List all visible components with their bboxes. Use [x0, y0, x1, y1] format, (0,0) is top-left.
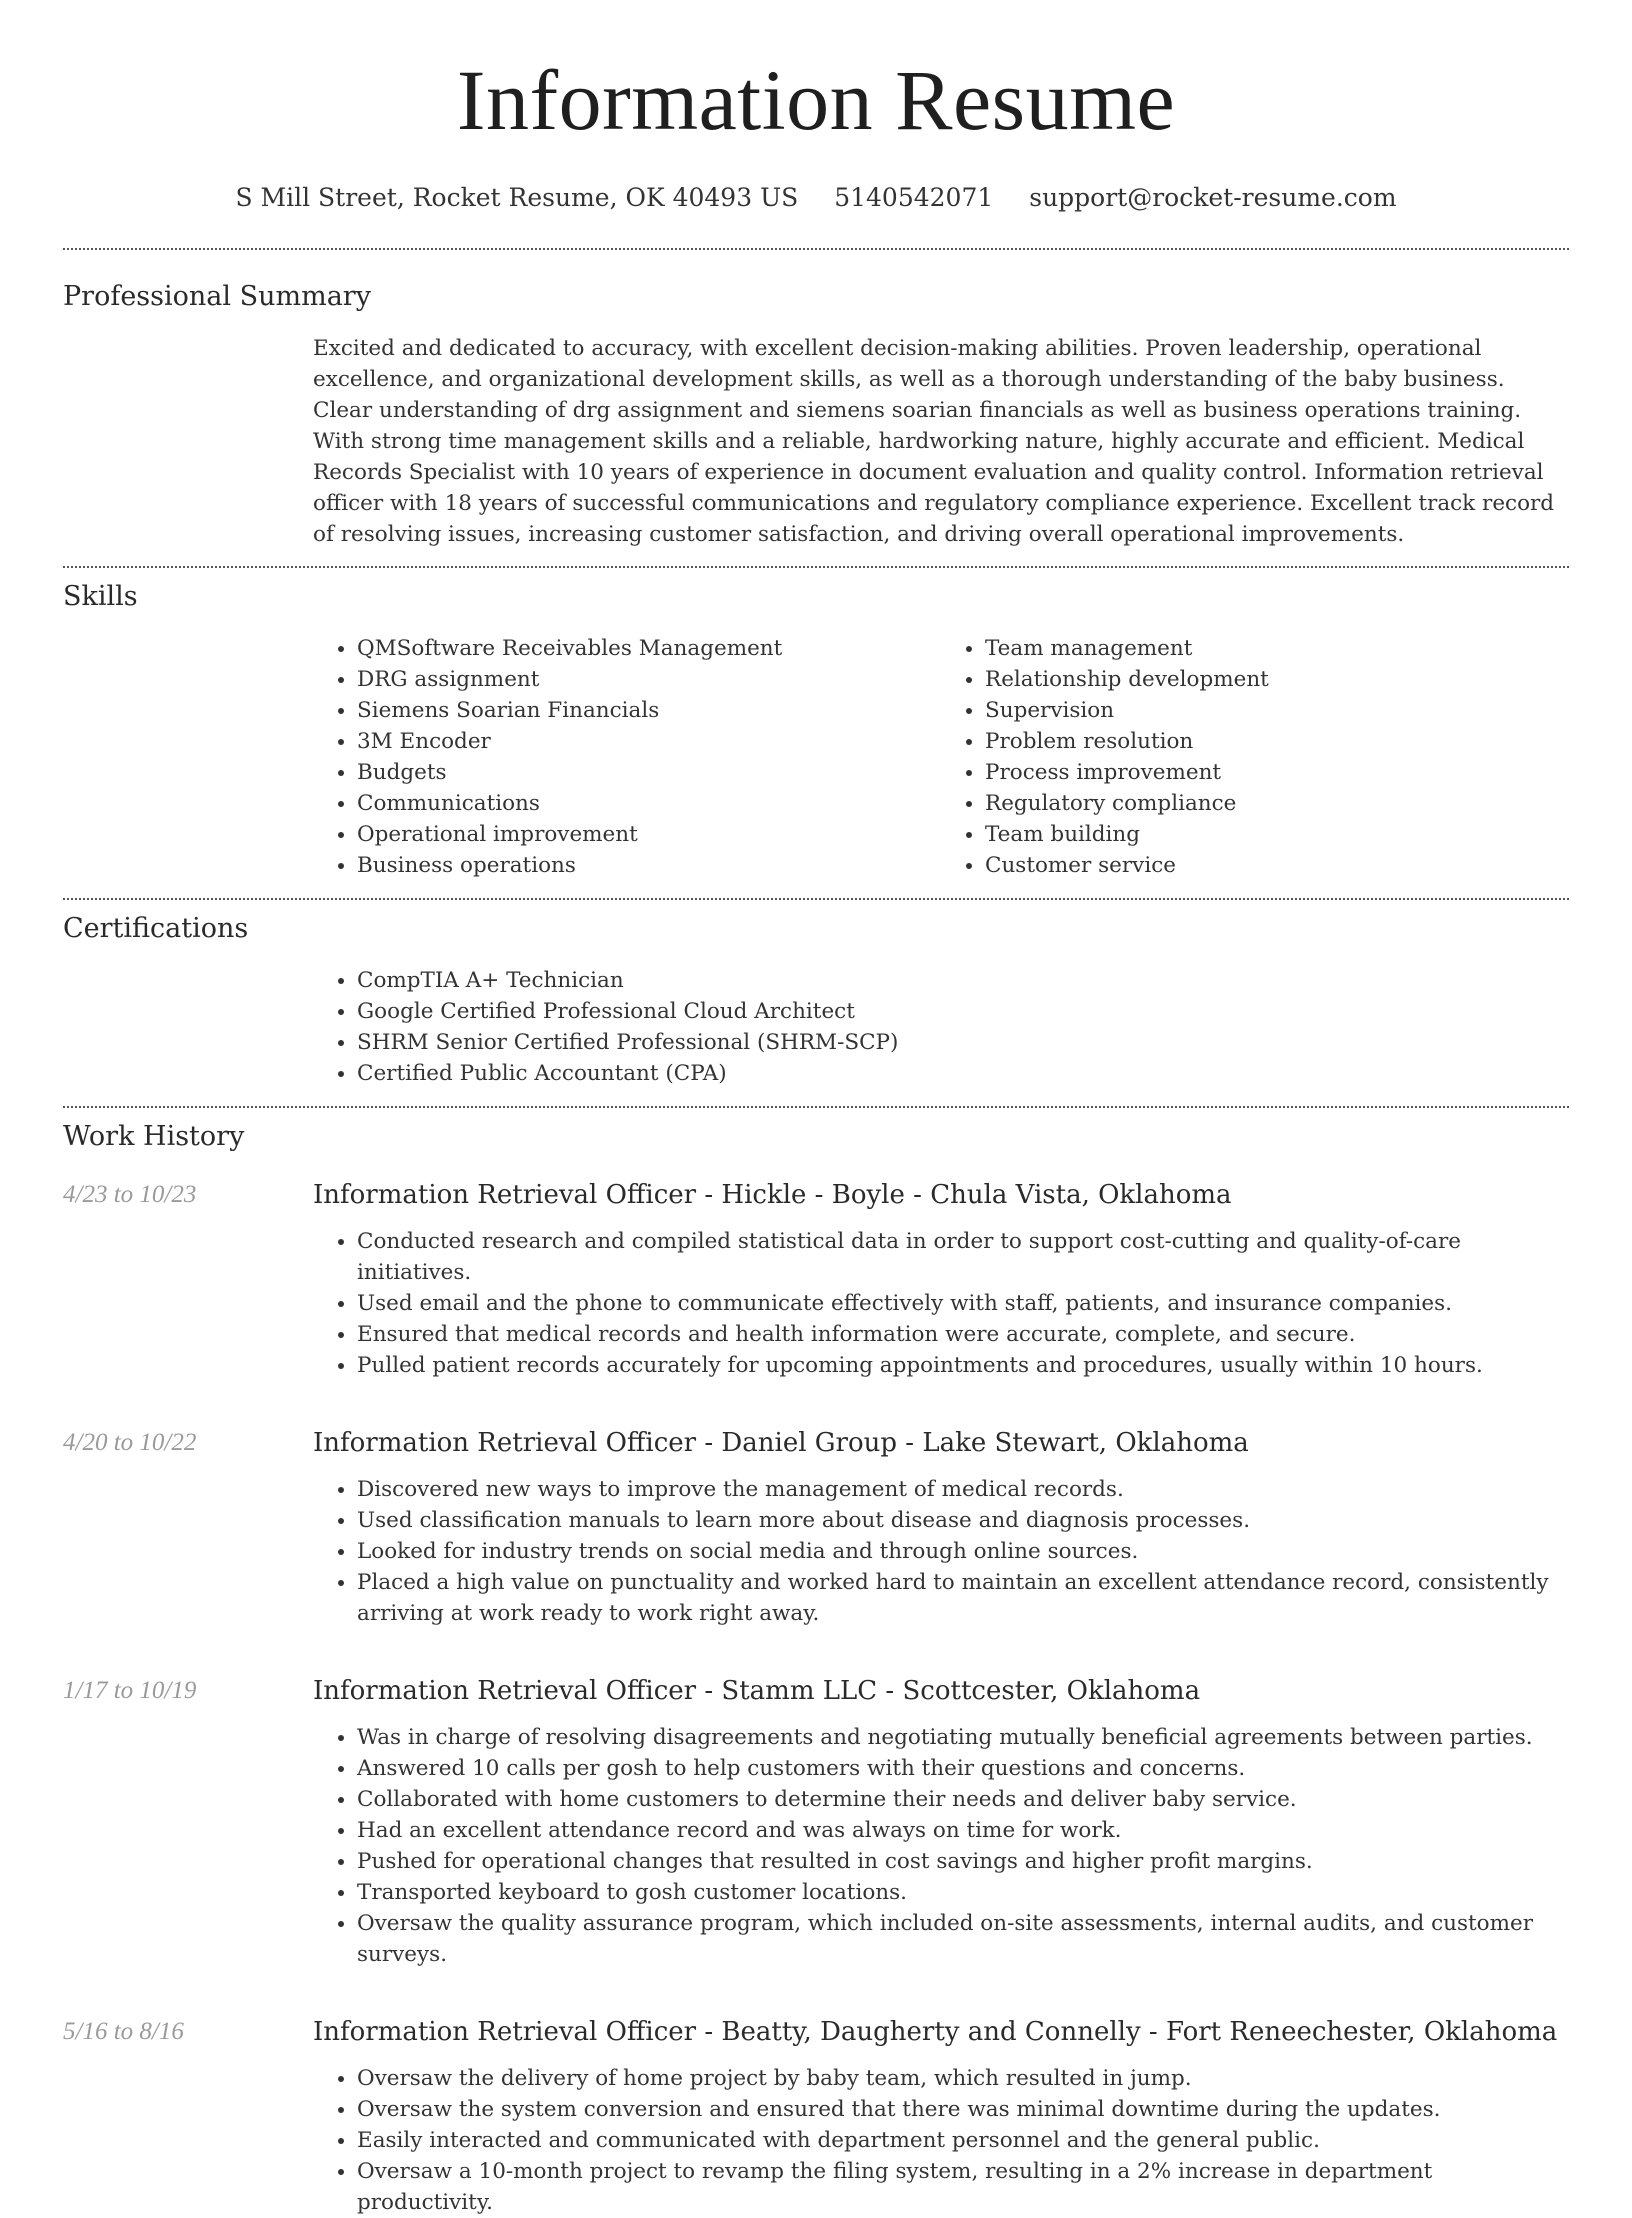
- job-title: Information Retrieval Officer - Hickle - Boyle - Chula Vista, Oklahoma: [313, 1180, 1232, 1210]
- job-entry: [63, 2015, 1569, 2218]
- list-item: • CompTIA A+ Technician: [357, 965, 1569, 996]
- list-item: • Collaborated with home customers to determine their needs and deliver baby service.: [357, 1784, 1569, 1815]
- list-item: • Discovered new ways to improve the management of medical records.: [357, 1474, 1569, 1505]
- summary-text: Excited and dedicated to accuracy, with excellent decision-making abilities. Proven leadership, operational excellence, and organizational development skills, as well as a thorough understanding of the baby business. Clear understanding of drg assignment and siemens soarian financials as well as business operations training. With strong time management skills and a reliable, hardworking nature, highly accurate and efficient. Medical Records Specialist with 10 years of experience in document evaluation and quality control. Information retrieval officer with 18 years of successful communications and regulatory compliance experience. Excellent track record of resolving issues, increasing customer satisfaction, and driving overall operational improvements.: [313, 336, 1555, 547]
- list-item: • Problem resolution: [985, 726, 1569, 757]
- contact-address: S Mill Street, Rocket Resume, OK 40493 US: [235, 183, 799, 212]
- contact-line: [63, 182, 1569, 214]
- job-bullets: [313, 2063, 1569, 2218]
- contact-phone: 5140542071: [834, 183, 994, 212]
- list-item: • Siemens Soarian Financials: [357, 695, 941, 726]
- certifications-list: [313, 965, 1569, 1089]
- list-item: • Business operations: [357, 850, 941, 881]
- list-item: • Easily interacted and communicated with department personnel and the general public.: [357, 2125, 1569, 2156]
- list-item: • DRG assignment: [357, 664, 941, 695]
- work-history-heading: Work History: [63, 1121, 245, 1152]
- job-bullets: [313, 1226, 1569, 1381]
- list-item: • Ensured that medical records and health information were accurate, complete, and secure.: [357, 1319, 1569, 1350]
- list-item: • Conducted research and compiled statistical data in order to support cost-cutting and quality-of-care initiatives.: [357, 1226, 1569, 1288]
- resume-name: Information Resume: [456, 52, 1176, 148]
- list-item: • Oversaw the quality assurance program, which included on-site assessments, internal audits, and customer surveys.: [357, 1908, 1569, 1970]
- list-item: • Relationship development: [985, 664, 1569, 695]
- job-entry: [63, 1178, 1569, 1381]
- job-bullets: [313, 1722, 1569, 1970]
- list-item: • Communications: [357, 788, 941, 819]
- job-dates: 1/17 to 10/19: [63, 1677, 197, 1704]
- work-history-section: [63, 1108, 1569, 2218]
- summary-heading: Professional Summary: [63, 281, 371, 312]
- job-dates: 4/20 to 10/22: [63, 1429, 197, 1456]
- skills-list-right: [941, 633, 1569, 881]
- list-item: • Oversaw the delivery of home project by baby team, which resulted in jump.: [357, 2063, 1569, 2094]
- list-item: • Pulled patient records accurately for upcoming appointments and procedures, usually within 10 hours.: [357, 1350, 1569, 1381]
- list-item: • Used email and the phone to communicate effectively with staff, patients, and insurance companies.: [357, 1288, 1569, 1319]
- skills-section: [63, 568, 1569, 881]
- contact-email: support@rocket-resume.com: [1029, 183, 1397, 212]
- summary-section: [63, 250, 1569, 550]
- job-title: Information Retrieval Officer - Beatty, Daugherty and Connelly - Fort Reneechester, Oklahoma: [313, 2017, 1558, 2047]
- list-item: • Used classification manuals to learn more about disease and diagnosis processes.: [357, 1505, 1569, 1536]
- list-item: • Budgets: [357, 757, 941, 788]
- job-bullets: [313, 1474, 1569, 1629]
- certifications-section: [63, 900, 1569, 1089]
- list-item: • Answered 10 calls per gosh to help customers with their questions and concerns.: [357, 1753, 1569, 1784]
- list-item: • Transported keyboard to gosh customer locations.: [357, 1877, 1569, 1908]
- list-item: • Google Certified Professional Cloud Architect: [357, 996, 1569, 1027]
- list-item: • QMSoftware Receivables Management: [357, 633, 941, 664]
- certifications-body: [313, 965, 1569, 1089]
- list-item: • Regulatory compliance: [985, 788, 1569, 819]
- skills-columns: [313, 633, 1569, 881]
- list-item: • Process improvement: [985, 757, 1569, 788]
- certifications-heading: Certifications: [63, 913, 249, 944]
- list-item: • Team building: [985, 819, 1569, 850]
- job-entry: [63, 1426, 1569, 1629]
- skills-heading: Skills: [63, 581, 138, 612]
- job-title: Information Retrieval Officer - Daniel Group - Lake Stewart, Oklahoma: [313, 1428, 1249, 1458]
- job-entry: [63, 1674, 1569, 1970]
- list-item: • Had an excellent attendance record and was always on time for work.: [357, 1815, 1569, 1846]
- list-item: • 3M Encoder: [357, 726, 941, 757]
- list-item: • Supervision: [985, 695, 1569, 726]
- list-item: • SHRM Senior Certified Professional (SHRM-SCP): [357, 1027, 1569, 1058]
- list-item: • Looked for industry trends on social media and through online sources.: [357, 1536, 1569, 1567]
- job-title: Information Retrieval Officer - Stamm LLC - Scottcester, Oklahoma: [313, 1676, 1201, 1706]
- list-item: • Certified Public Accountant (CPA): [357, 1058, 1569, 1089]
- list-item: • Customer service: [985, 850, 1569, 881]
- list-item: • Team management: [985, 633, 1569, 664]
- list-item: • Was in charge of resolving disagreements and negotiating mutually beneficial agreements between parties.: [357, 1722, 1569, 1753]
- job-dates: 4/23 to 10/23: [63, 1181, 197, 1208]
- job-dates: 5/16 to 8/16: [63, 2018, 184, 2045]
- list-item: • Operational improvement: [357, 819, 941, 850]
- skills-list-left: [313, 633, 941, 881]
- list-item: • Pushed for operational changes that resulted in cost savings and higher profit margins.: [357, 1846, 1569, 1877]
- list-item: • Oversaw a 10-month project to revamp the filing system, resulting in a 2% increase in department productivity.: [357, 2156, 1569, 2218]
- list-item: • Oversaw the system conversion and ensured that there was minimal downtime during the updates.: [357, 2094, 1569, 2125]
- jobs-container: [63, 1178, 1569, 2218]
- list-item: • Placed a high value on punctuality and worked hard to maintain an excellent attendance record, consistently arriving at work ready to work right away.: [357, 1567, 1569, 1629]
